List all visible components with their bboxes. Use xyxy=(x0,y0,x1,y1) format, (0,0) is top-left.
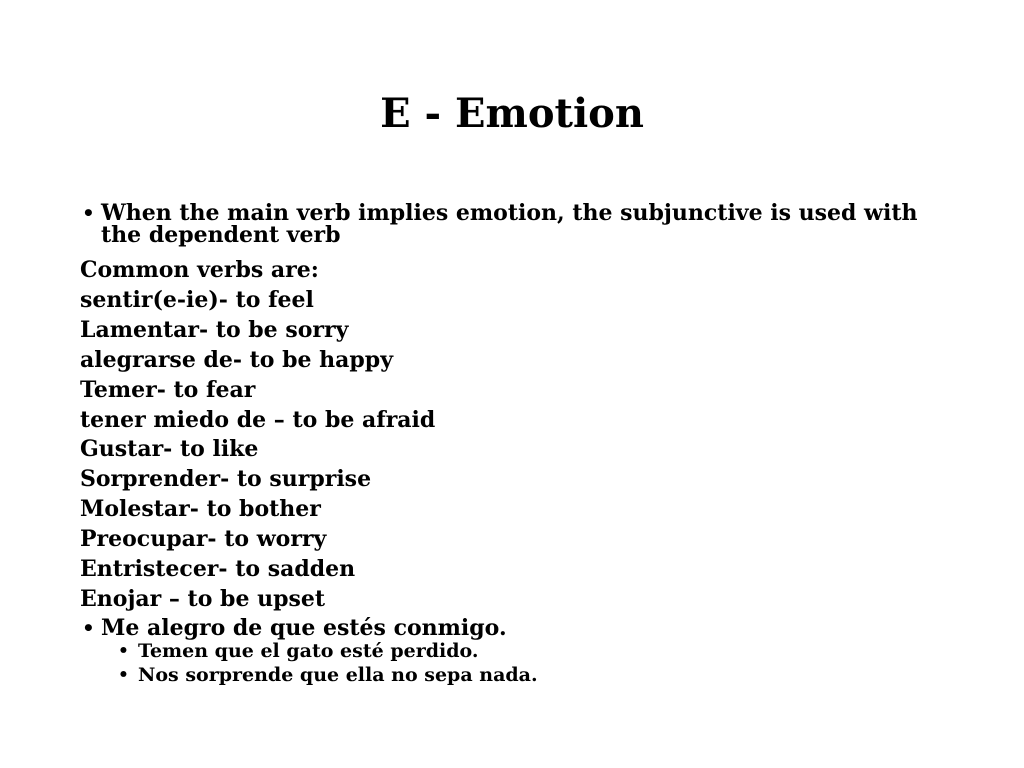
list-item: Preocupar- to worry xyxy=(80,526,327,553)
list-item: alegrarse de- to be happy xyxy=(80,346,393,373)
slide-content xyxy=(80,202,950,687)
list-item: tener miedo de – to be afraid xyxy=(80,406,436,433)
bullet-icon: • xyxy=(118,640,129,661)
list-item: Sorprender- to surprise xyxy=(80,466,372,493)
bullet-icon: • xyxy=(118,664,129,685)
list-item: Gustar- to like xyxy=(80,436,259,463)
bullet-icon: • xyxy=(82,615,95,640)
list-item: Temer- to fear xyxy=(80,376,256,403)
example-text: Me alegro de que estés conmigo. xyxy=(101,614,507,641)
sub-example-item xyxy=(118,663,950,687)
sub-example-list xyxy=(80,639,950,687)
sub-example-item xyxy=(118,639,950,663)
list-item: sentir(e-ie)- to feel xyxy=(80,286,314,313)
example-bullet xyxy=(80,614,950,641)
intro-text: When the main verb implies emotion, the subjunctive is used with the dependent verb xyxy=(101,200,918,248)
list-item: Entristecer- to sadden xyxy=(80,556,356,583)
list-item: Lamentar- to be sorry xyxy=(80,316,349,343)
list-item: Common verbs are: xyxy=(80,257,319,283)
intro-bullet xyxy=(80,202,950,246)
list-item: Enojar – to be upset xyxy=(80,585,326,612)
sub-example-text: Temen que el gato esté perdido. xyxy=(138,639,479,662)
list-item: Molestar- to bother xyxy=(80,496,321,523)
verb-list xyxy=(80,256,950,615)
bullet-icon: • xyxy=(82,201,95,225)
slide-title: E - Emotion xyxy=(380,90,644,137)
sub-example-text: Nos sorprende que ella no sepa nada. xyxy=(138,663,538,686)
